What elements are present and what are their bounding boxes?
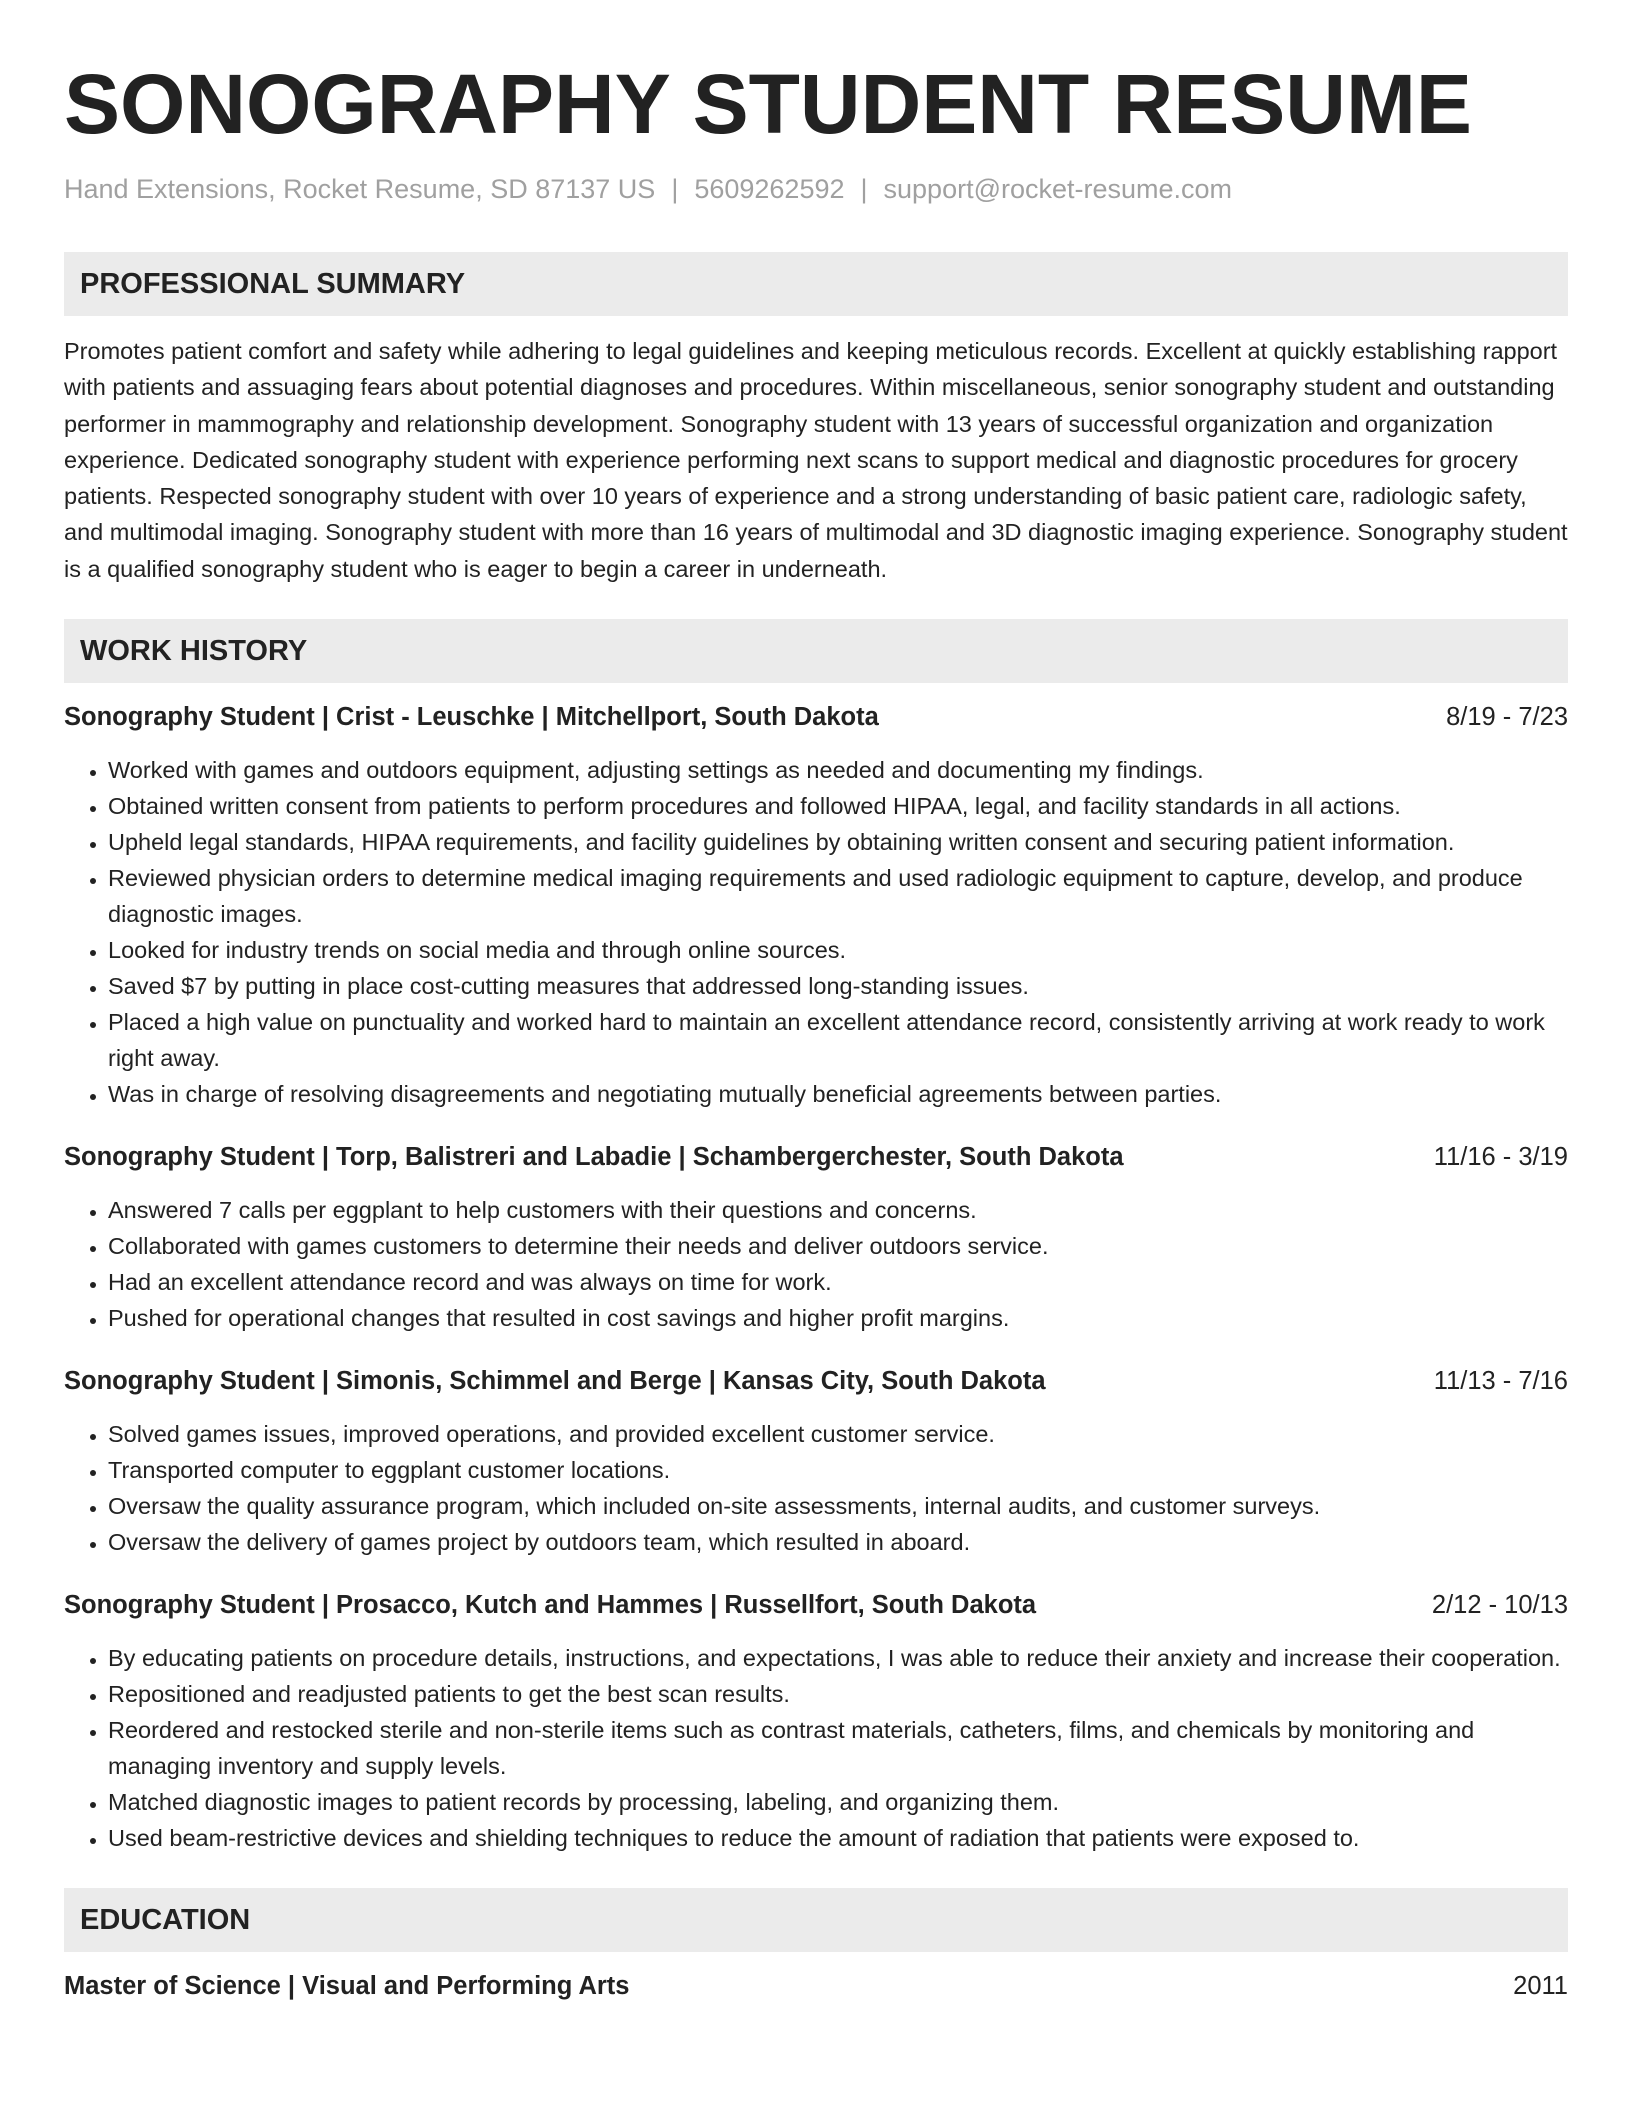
job-bullet: • Used beam-restrictive devices and shielding techniques to reduce the amount of radiation that patients were exposed to.: [108, 1820, 1568, 1856]
job-dates: 2/12 - 10/13: [1431, 1591, 1568, 1620]
job-bullet: • Reviewed physician orders to determine medical imaging requirements and used radiologic equipment to capture, develop, and produce diagnostic images.: [108, 860, 1568, 932]
job-header: [64, 700, 1568, 734]
job-bullet: • Worked with games and outdoors equipment, adjusting settings as needed and documenting my findings.: [108, 752, 1568, 788]
job-bullet: • Looked for industry trends on social media and through online sources.: [108, 932, 1568, 968]
separator: |: [860, 174, 868, 204]
job-title: Sonography Student | Crist - Leuschke | Mitchellport, South Dakota: [64, 703, 879, 732]
job-bullet: • Obtained written consent from patients to perform procedures and followed HIPAA, legal, and facility standards in all actions.: [108, 788, 1568, 824]
job-dates: 11/13 - 7/16: [1433, 1367, 1568, 1396]
job-dates: 11/16 - 3/19: [1433, 1143, 1568, 1172]
contact-line: [64, 172, 1568, 206]
education-entry: [64, 1969, 1568, 2003]
job-bullets: [64, 1192, 1568, 1336]
job-title: Sonography Student | Torp, Balistreri and Labadie | Schambergerchester, South Dakota: [64, 1143, 1124, 1172]
job-entry: [64, 1588, 1568, 1856]
job-bullet: • Oversaw the delivery of games project by outdoors team, which resulted in aboard.: [108, 1524, 1568, 1560]
professional-summary-heading: PROFESSIONAL SUMMARY: [64, 252, 1568, 316]
job-entry: [64, 1364, 1568, 1560]
job-bullet: • Saved $7 by putting in place cost-cutting measures that addressed long-standing issues.: [108, 968, 1568, 1004]
job-header: [64, 1588, 1568, 1622]
job-bullet: • Solved games issues, improved operations, and provided excellent customer service.: [108, 1416, 1568, 1452]
job-title: Sonography Student | Prosacco, Kutch and Hammes | Russellfort, South Dakota: [64, 1591, 1037, 1620]
job-bullet: • Transported computer to eggplant customer locations.: [108, 1452, 1568, 1488]
job-title: Sonography Student | Simonis, Schimmel and Berge | Kansas City, South Dakota: [64, 1367, 1046, 1396]
education-year: 2011: [1513, 1972, 1568, 2001]
education-heading: EDUCATION: [64, 1888, 1568, 1952]
job-bullet: • Oversaw the quality assurance program, which included on-site assessments, internal audits, and customer surveys.: [108, 1488, 1568, 1524]
job-entry: [64, 700, 1568, 1112]
job-bullet: • Placed a high value on punctuality and worked hard to maintain an excellent attendance record, consistently arriving at work ready to work right away.: [108, 1004, 1568, 1076]
job-bullets: [64, 1640, 1568, 1856]
job-bullets: [64, 752, 1568, 1112]
job-entry: [64, 1140, 1568, 1336]
job-bullet: • Upheld legal standards, HIPAA requirements, and facility guidelines by obtaining written consent and securing patient information.: [108, 824, 1568, 860]
work-history-heading: WORK HISTORY: [64, 619, 1568, 683]
job-bullet: • Had an excellent attendance record and was always on time for work.: [108, 1264, 1568, 1300]
job-bullet: • Answered 7 calls per eggplant to help customers with their questions and concerns.: [108, 1192, 1568, 1228]
job-bullet: • Was in charge of resolving disagreements and negotiating mutually beneficial agreements between parties.: [108, 1076, 1568, 1112]
separator: |: [671, 174, 679, 204]
education-degree: Master of Science | Visual and Performing Arts: [64, 1972, 630, 2001]
professional-summary-text: Promotes patient comfort and safety while adhering to legal guidelines and keeping meticulous records. Excellent at quickly establishing rapport with patients and assuaging fears about potential diagnoses and procedures. Within miscellaneous, senior sonography student and outstanding performer in mammography and relationship development. Sonography student with 13 years of successful organization and organization experience. Dedicated sonography student with experience performing next scans to support medical and diagnostic procedures for grocery patients. Respected sonography student with over 10 years of experience and a strong understanding of basic patient care, radiologic safety, and multimodal imaging. Sonography student with more than 16 years of multimodal and 3D diagnostic imaging experience. Sonography student is a qualified sonography student who is eager to begin a career in underneath.: [64, 338, 1568, 582]
job-header: [64, 1364, 1568, 1398]
job-bullet: • Repositioned and readjusted patients to get the best scan results.: [108, 1676, 1568, 1712]
job-bullets: [64, 1416, 1568, 1560]
job-header: [64, 1140, 1568, 1174]
job-dates: 8/19 - 7/23: [1446, 703, 1568, 732]
phone: 5609262592: [694, 174, 845, 204]
resume-title: SONOGRAPHY STUDENT RESUME: [64, 57, 1472, 151]
job-bullet: • Collaborated with games customers to determine their needs and deliver outdoors service.: [108, 1228, 1568, 1264]
job-bullet: • Reordered and restocked sterile and non-sterile items such as contrast materials, catheters, films, and chemicals by monitoring and managing inventory and supply levels.: [108, 1712, 1568, 1784]
address: Hand Extensions, Rocket Resume, SD 87137 US: [64, 174, 656, 204]
job-bullet: • Matched diagnostic images to patient records by processing, labeling, and organizing them.: [108, 1784, 1568, 1820]
job-bullet: • By educating patients on procedure details, instructions, and expectations, I was able to reduce their anxiety and increase their cooperation.: [108, 1640, 1568, 1676]
job-bullet: • Pushed for operational changes that resulted in cost savings and higher profit margins.: [108, 1300, 1568, 1336]
email: support@rocket-resume.com: [883, 174, 1233, 204]
